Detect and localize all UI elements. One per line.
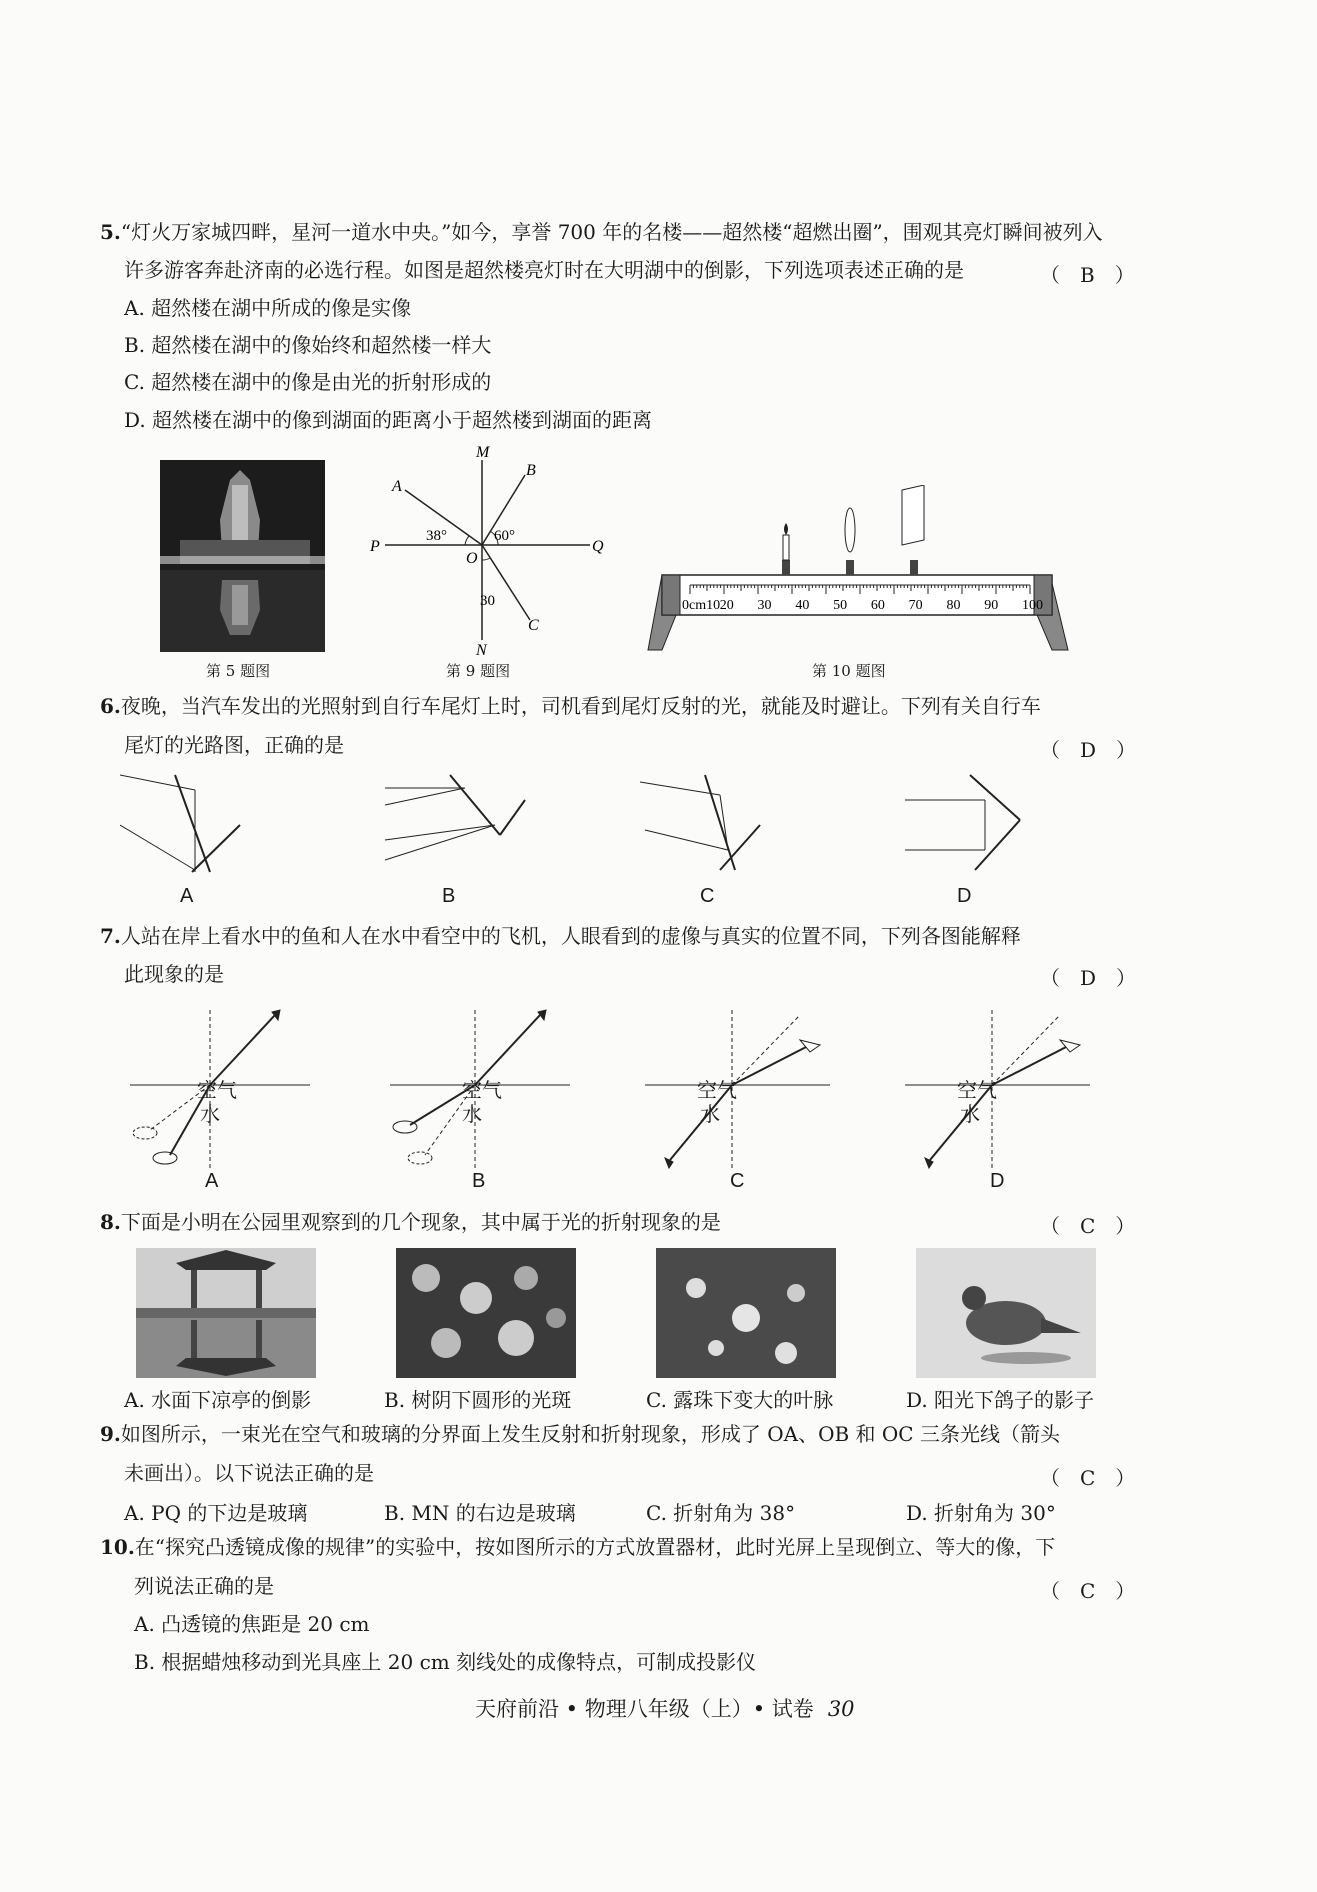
q9-option-b: B. MN 的右边是玻璃: [384, 1501, 576, 1525]
fig10-candle: [783, 535, 789, 560]
fig9-label-m: M: [476, 445, 490, 461]
q10-option-b: B. 根据蜡烛移动到光具座上 20 cm 刻线处的成像特点，可制成投影仪: [134, 1650, 757, 1674]
fig10-screen-holder: [910, 560, 918, 575]
fig10-tick-label: 100: [1022, 598, 1043, 613]
fig9-label-a: A: [392, 478, 402, 495]
q7-line1: 7.人站在岸上看水中的鱼和人在水中看空中的飞机，人眼看到的虚像与真实的位置不同，下列各图能解释: [100, 924, 1021, 948]
q6-label-a: A: [180, 885, 194, 907]
q7-label-a: A: [205, 1170, 219, 1192]
fig9-angle-30: 30: [480, 593, 495, 609]
q7-a-air: 空气: [197, 1080, 237, 1102]
q8-line1: 8.下面是小明在公园里观察到的几个现象，其中属于光的折射现象的是: [100, 1210, 721, 1234]
q7-c-water: 水: [700, 1104, 720, 1126]
q7-a-water: 水: [200, 1104, 220, 1126]
fig10-lens: [845, 508, 855, 552]
q5-option-d: D. 超然楼在湖中的像到湖面的距离小于超然楼到湖面的距离: [124, 408, 653, 432]
q7-label-b: B: [472, 1170, 486, 1192]
fig10-tick-label: 30: [757, 598, 772, 613]
q10-line1: 10.在“探究凸透镜成像的规律”的实验中，按如图所示的方式放置器材，此时光屏上呈现倒立、等大的像，下: [100, 1535, 1056, 1559]
q7-b-water: 水: [462, 1104, 482, 1126]
q5-option-b: B. 超然楼在湖中的像始终和超然楼一样大: [124, 333, 492, 357]
q8-option-c: C. 露珠下变大的叶脉: [646, 1388, 834, 1412]
fig9-label-o: O: [466, 550, 478, 567]
fig9-label-p: P: [370, 538, 380, 555]
fig10-lens-holder: [846, 560, 854, 575]
q6-diagram-d: [905, 775, 1020, 870]
q5-line1: 5.“灯火万家城四畔，星河一道水中央。”如今，享誉 700 年的名楼——超然楼“超燃出圈”，围观其亮灯瞬间被列入: [100, 220, 1103, 244]
q6-diagram-b: [385, 775, 525, 860]
q7-d-air: 空气: [957, 1080, 997, 1102]
fig10-optical-bench: [640, 485, 1080, 655]
fig10-screen: [902, 485, 924, 545]
q10-answer: （ C ）: [1040, 1579, 1136, 1603]
q7-c-air: 空气: [697, 1080, 737, 1102]
q7-d-water: 水: [960, 1104, 980, 1126]
fig9-caption: 第 9 题图: [446, 662, 511, 680]
q7-line2: 此现象的是: [124, 962, 224, 986]
q6-line2: 尾灯的光路图，正确的是: [124, 733, 344, 757]
q8-option-b: B. 树阴下圆形的光斑: [384, 1388, 572, 1412]
q6-diagram-a: [120, 775, 240, 872]
q7-diagram-d: [905, 1010, 1090, 1170]
q7-a-eye-icon: [272, 1010, 280, 1020]
q6-answer: （ D ）: [1040, 738, 1137, 762]
fig5-caption: 第 5 题图: [206, 662, 271, 680]
q5-option-a: A. 超然楼在湖中所成的像是实像: [124, 296, 412, 320]
fig10-candle-holder: [782, 560, 790, 575]
q8-photo-pigeon: [916, 1248, 1096, 1378]
q8-option-a: A. 水面下凉亭的倒影: [124, 1388, 312, 1412]
q5-option-c: C. 超然楼在湖中的像是由光的折射形成的: [124, 370, 492, 394]
fig9-label-c: C: [528, 617, 539, 634]
q9-option-a: A. PQ 的下边是玻璃: [124, 1501, 308, 1525]
q7-d-plane-icon: [1060, 1040, 1080, 1052]
footer-page-number: 30: [827, 1697, 855, 1721]
q9-line2: 未画出）。以下说法正确的是: [124, 1461, 374, 1485]
q6-label-d: D: [957, 885, 972, 907]
fig9-label-b: B: [526, 462, 536, 479]
fig10-flame-icon: [784, 523, 788, 535]
q9-option-d: D. 折射角为 30°: [906, 1501, 1056, 1525]
q7-d-eye-icon: [925, 1158, 933, 1168]
fig10-tick-label: 70: [908, 598, 923, 613]
fig9-angle-60: 60°: [494, 528, 515, 544]
q6-diagrams: [120, 770, 1080, 910]
fig9-angle-38: 38°: [426, 528, 447, 544]
q7-label-c: C: [730, 1170, 745, 1192]
q8-answer: （ C ）: [1040, 1214, 1136, 1238]
q8-option-d: D. 阳光下鸽子的影子: [906, 1388, 1095, 1412]
q7-answer: （ D ）: [1040, 966, 1137, 990]
q6-line1: 6.夜晚，当汽车发出的光照射到自行车尾灯上时，司机看到尾灯反射的光，就能及时避让。下列有关自行车: [100, 694, 1041, 718]
q6-label-b: B: [442, 885, 456, 907]
q7-diagrams: [120, 1000, 1100, 1180]
fig10-tick-label: 0cm10: [682, 598, 721, 613]
q9-option-c: C. 折射角为 38°: [646, 1501, 796, 1525]
fig10-caption: 第 10 题图: [812, 662, 886, 680]
fig10-tick-label: 80: [946, 598, 961, 613]
q10-line2: 列说法正确的是: [134, 1574, 274, 1598]
q5-answer: （ B ）: [1040, 263, 1135, 287]
q7-label-d: D: [990, 1170, 1005, 1192]
q9-line1: 9.如图所示，一束光在空气和玻璃的分界面上发生反射和折射现象，形成了 OA、OB 和 OC 三条光线（箭头: [100, 1422, 1060, 1446]
q5-line2: 许多游客奔赴济南的必选行程。如图是超然楼亮灯时在大明湖中的倒影，下列选项表述正确的是: [124, 258, 964, 282]
q7-c-plane-icon: [800, 1040, 820, 1052]
footer-title: 天府前沿 • 物理八年级（上）• 试卷 30: [475, 1697, 855, 1721]
q7-diagram-c: [645, 1010, 830, 1170]
fig10-tick-label: 50: [833, 598, 848, 613]
q8-photo-light-spots: [396, 1248, 576, 1378]
q7-b-air: 空气: [462, 1080, 502, 1102]
fig5-photo-night-tower: [160, 460, 325, 652]
fig10-tick-label: 40: [795, 598, 810, 613]
fig10-tick-label: 60: [870, 598, 885, 613]
q6-label-c: C: [700, 885, 715, 907]
fig9-diagram: [370, 445, 610, 655]
q10-option-a: A. 凸透镜的焦距是 20 cm: [134, 1612, 370, 1636]
q8-photo-pavilion: [136, 1248, 316, 1378]
fig10-tick-label: 20: [719, 598, 734, 613]
fig10-tick-label: 90: [984, 598, 999, 613]
q8-photo-dewdrops: [656, 1248, 836, 1378]
q7-c-eye-icon: [665, 1158, 673, 1168]
q6-diagram-c: [640, 775, 760, 870]
q9-answer: （ C ）: [1040, 1466, 1136, 1490]
fig9-label-n: N: [476, 642, 487, 655]
fig9-label-q: Q: [592, 538, 604, 555]
